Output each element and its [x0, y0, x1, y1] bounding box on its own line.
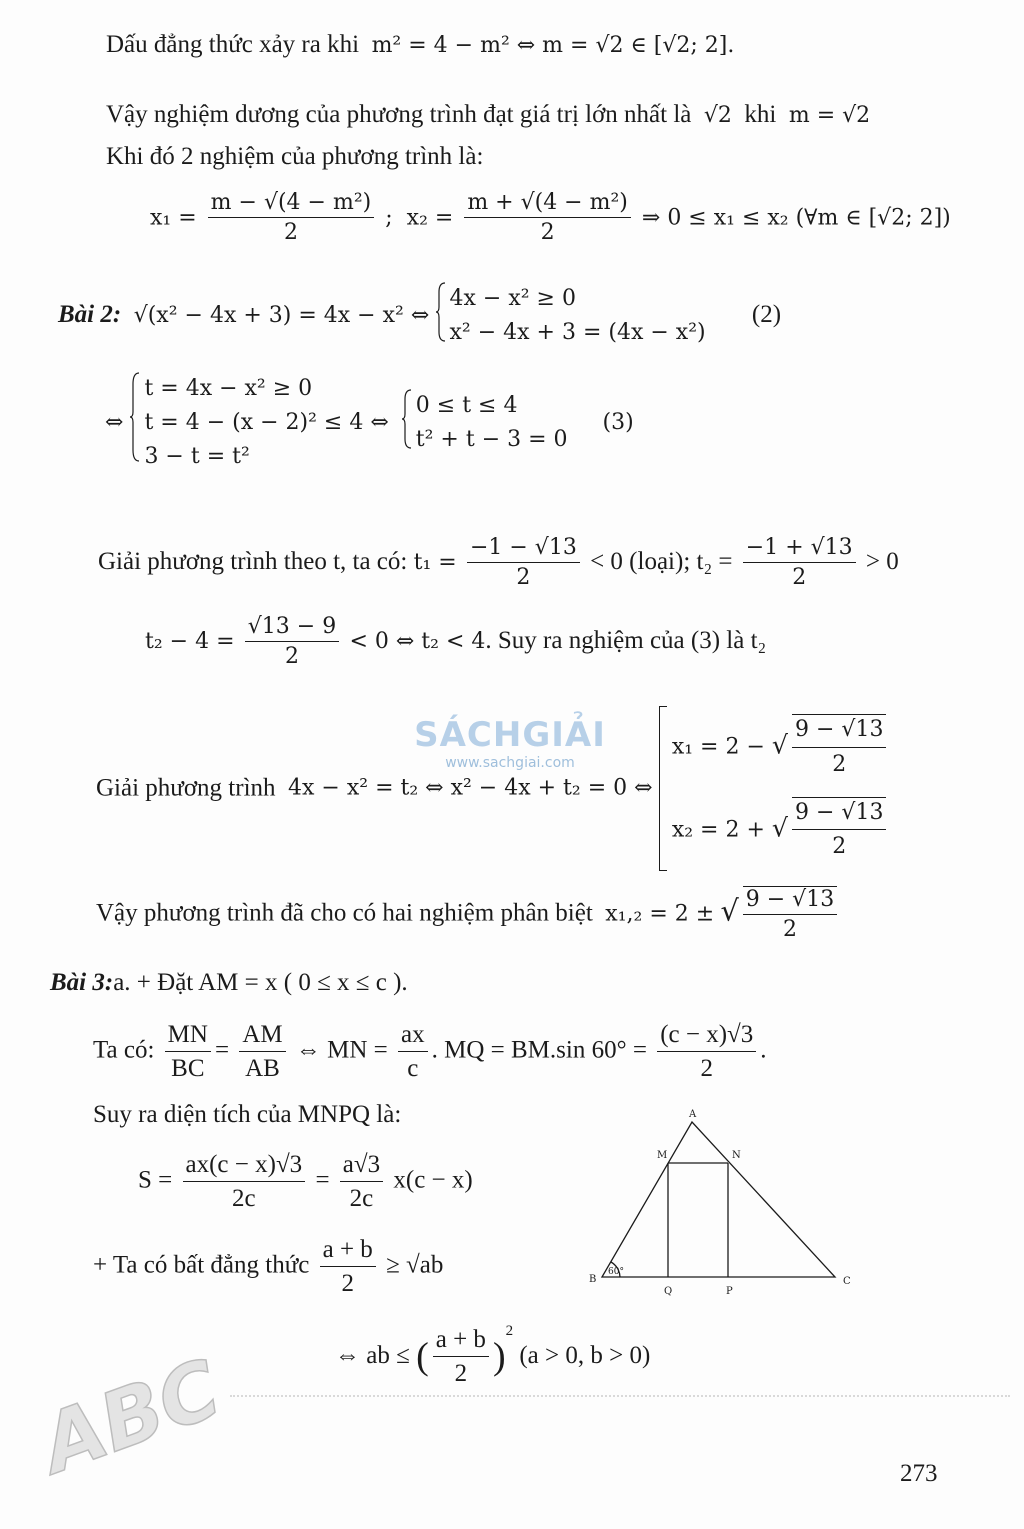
- solve-quadratic: Giải phương trình 4x − x² = t₂ ⇔ x² − 4x + t₂ = 0 ⇔ x₁ = 2 − √ $\frac{9 - √13}{2}$ x₂ = 2 + √ $\frac{9 - √13}{2}$: [96, 706, 890, 871]
- root-bracket: x₁ = 2 − √ $\frac{9 - √13}{2}$ x₂ = 2 + √ $\frac{9 - √13}{2}$: [659, 706, 891, 871]
- triangle-figure: [580, 1100, 860, 1305]
- label-n: N: [732, 1150, 741, 1161]
- abc-logo: ABC: [29, 1341, 233, 1492]
- exercise-2: Bài 2: √(x² − 4x + 3) = 4x − x² ⇔ 4x − x² ≥ 0 x² − 4x + 3 = (4x − x²) (2): [58, 282, 781, 350]
- formula-x1-x2: x₁ = $\frac{\text{m − √(4 − m²)}}{2}$ ; x₂ = $\frac{\text{m + √(4 − m²)}}{2}$ ⇒ 0 ≤ x₁ ≤ x₂ (∀m ∈ [√2; 2]): [150, 190, 951, 246]
- label-m: M: [657, 1150, 668, 1161]
- area-formula: S = $\frac{ax(c - x)√3}{2c}$ = $\frac{a√3}{2c}$ x(c − x): [138, 1151, 473, 1212]
- conclusion: Vậy phương trình đã cho có hai nghiệm phân biệt x₁,₂ = 2 ± √ $\frac{9 - √13}{2}$: [96, 886, 841, 944]
- dotted-divider: [230, 1395, 1010, 1397]
- triangle-abc: [602, 1122, 835, 1277]
- watermark: SÁCHGIẢI www.sachgiai.com: [414, 715, 606, 771]
- text-line-equality: Dấu đẳng thức xảy ra khi m² = 4 − m² ⇔ m = √2 ∈ [√2; 2].: [106, 31, 735, 58]
- label-angle: 60°: [608, 1267, 624, 1277]
- am-gm-inequality: + Ta có bất đẳng thức $\frac{a + b}{2}$ ≥ √ab: [93, 1236, 444, 1297]
- brace-icon: [130, 372, 140, 462]
- brace-icon: [436, 282, 446, 342]
- area-intro: Suy ra diện tích của MNPQ là:: [93, 1101, 402, 1128]
- label-q: Q: [664, 1286, 673, 1297]
- system-3: ⇔ t = 4x − x² ≥ 0 t = 4 − (x − 2)² ≤ 4 ⇔ 3 − t = t² 0 ≤ t ≤ 4 t² + t − 3 = 0 (3): [105, 372, 634, 474]
- label-c: C: [843, 1276, 851, 1287]
- page-number: 273: [900, 1460, 938, 1487]
- t-solutions: Giải phương trình theo t, ta có: t₁ = $\frac{-1 - √13}{2}$ < 0 (loại); t₂ = $\frac{-1 + √13}{2}$ > 0: [98, 535, 899, 591]
- t2-check: t₂ − 4 = $\frac{√13 - 9}{2}$ < 0 ⇔ t₂ < 4. Suy ra nghiệm của (3) là t₂: [145, 614, 767, 670]
- ratio-line: Ta có: $\frac{MN}{BC}$ = $\frac{AM}{AB}$ ⇔ MN = $\frac{ax}{c}$ . MQ = BM.sin 60° = $\frac{(c - x)√3}{2}$ .: [93, 1021, 767, 1082]
- ab-inequality: ⇔ ab ≤ ( $\frac{a + b}{2}$ )$^2$ (a > 0, b > 0): [335, 1323, 651, 1388]
- system-2: 4x − x² ≥ 0 x² − 4x + 3 = (4x − x²): [436, 282, 706, 350]
- brace-icon: [402, 389, 412, 449]
- label-p: P: [726, 1286, 733, 1297]
- label-a: A: [689, 1109, 697, 1120]
- text-line-max-root: Vậy nghiệm dương của phương trình đạt giá trị lớn nhất là √2 khi m = √2: [106, 101, 871, 128]
- exercise-3: Bài 3:a. + Đặt AM = x ( 0 ≤ x ≤ c ).: [50, 969, 408, 996]
- text-line-two-roots: Khi đó 2 nghiệm của phương trình là:: [106, 143, 484, 170]
- exercise-3-label: Bài 3:: [50, 969, 114, 996]
- label-b: B: [589, 1274, 597, 1285]
- exercise-2-label: Bài 2:: [58, 300, 122, 328]
